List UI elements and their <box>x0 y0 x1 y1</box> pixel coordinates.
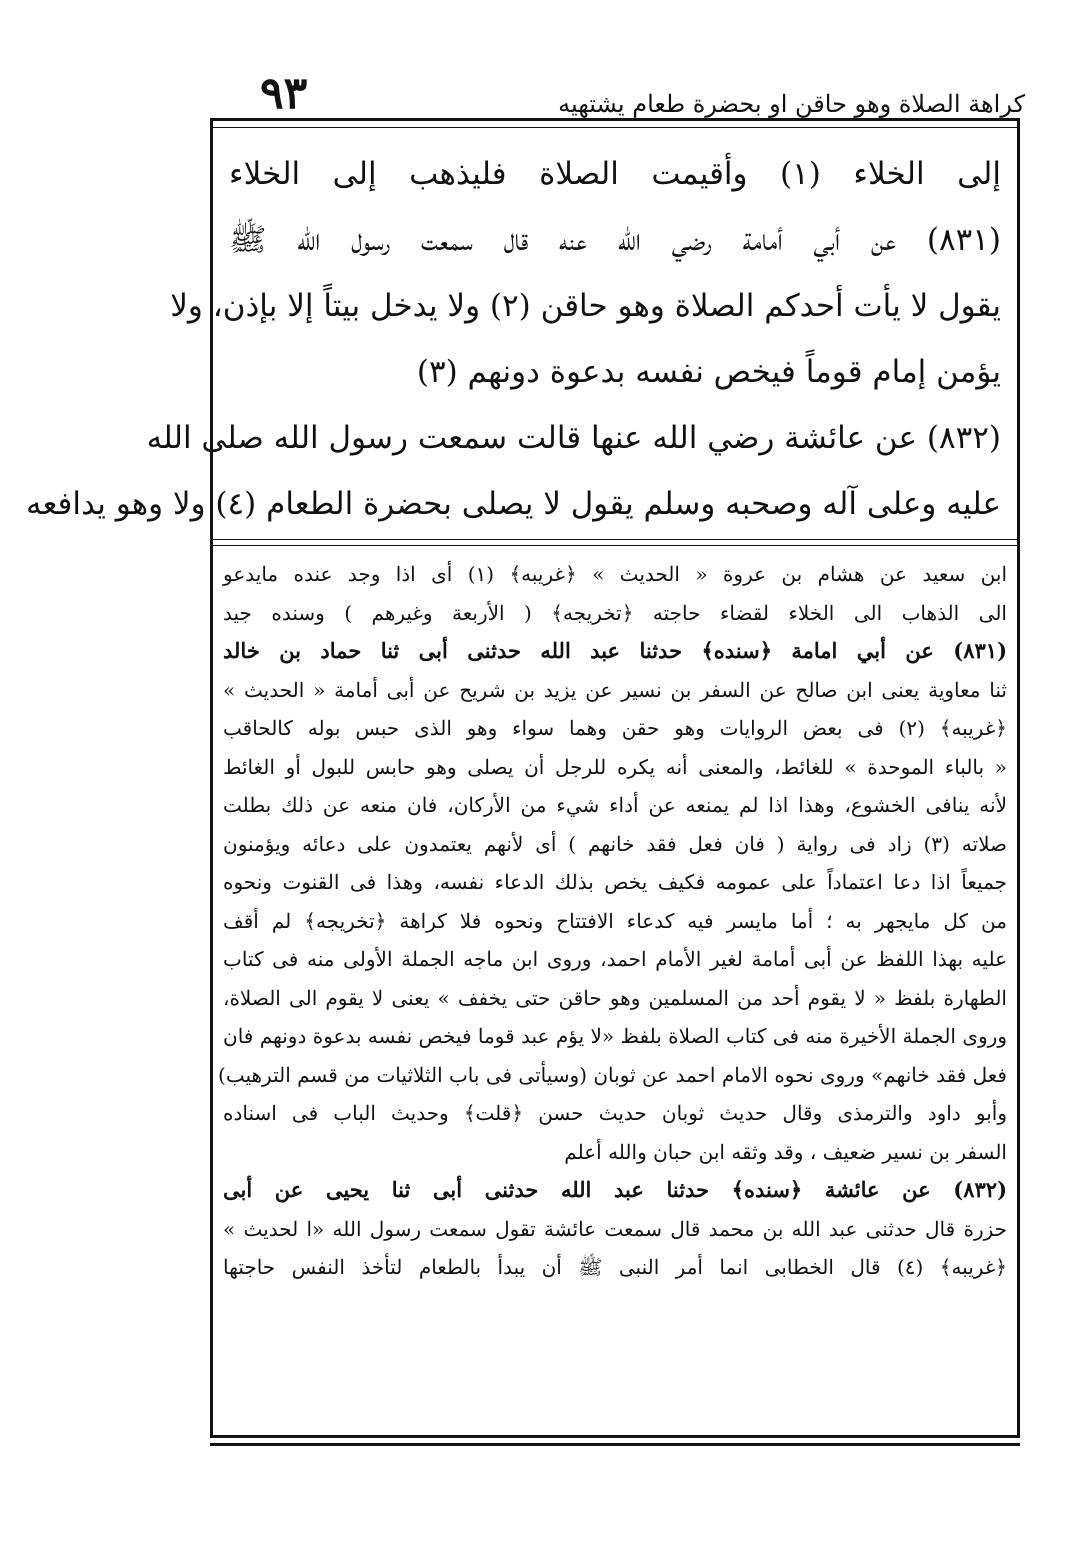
commentary <box>218 555 1008 1287</box>
commentary-line: الطهارة بلفظ « لا يقوم أحد من المسلمين وهو حاقن حتى يخفف » يعنى لا يقوم الى الصلاة، <box>223 985 1007 1010</box>
commentary-line: ثنا معاوية يعنى ابن صالح عن السفر بن نسير عن يزيد بن شريح عن أبى أمامة « الحديث » <box>223 677 1007 702</box>
hadith-line: (٨٣١) عن أبي أمامة رضي الله عنه قال سمعت رسول الله ﷺ <box>229 222 1001 258</box>
commentary-line: وأبو داود والترمذى وقال حديث ثوبان حديث حسن ﴿قلت﴾ وحديث الباب فى اسناده <box>223 1101 1007 1125</box>
commentary-line: السفر بن نسير ضعيف ، وقد وثقه ابن حبان والله أعلم <box>564 1139 1007 1164</box>
commentary-line: الى الذهاب الى الخلاء لقضاء حاجته ﴿تخريجه﴾ ( الأربعة وغيرهم ) وسنده جيد <box>223 600 1007 625</box>
commentary-line: فعل فقد خانهم» وروى نحوه الامام احمد عن ثوبان (وسيأتى فى باب الثلاثيات من قسم الترهيب) <box>218 1062 1007 1087</box>
commentary-line: ﴿غريبه﴾ (٤) قال الخطابى انما أمر النبى ﷺ أن يبدأ بالطعام لتأخذ النفس حاجتها <box>223 1255 1007 1279</box>
page-frame <box>25 118 1020 1438</box>
commentary-line: جميعاً اذا دعا اعتماداً على عمومه فكيف يخص بذلك الدعاء نفسه، وهذا فى القنوت ونحوه <box>223 870 1007 894</box>
commentary-line: صلاته (٣) زاد فى رواية ( فان فعل فقد خانهم ) أى لأنهم يعتمدون على دعائه ويؤمنون <box>223 831 1007 856</box>
commentary-line: عليه بهذا اللفظ عن أبى أمامة لغير الأمام احمد، وروى ابن ماجه الجملة الأولى منه فى كتاب <box>223 947 1007 971</box>
commentary-line: حزرة قال حدثنى عبد الله بن محمد قال سمعت عائشة تقول سمعت رسول الله «ا لحديث » <box>223 1216 1007 1241</box>
hadith-line: يؤمن إمام قوماً فيخص نفسه بدعوة دونهم (٣) <box>416 354 1001 390</box>
section-divider <box>213 545 1017 546</box>
hadith-line: إلى الخلاء (١) وأقيمت الصلاة فليذهب إلى الخلاء <box>229 156 1001 192</box>
section-divider <box>213 539 1017 540</box>
commentary-line: (٨٣٢) عن عائشة ﴿سنده﴾ حدثنا عبد الله حدثنى أبى ثنا يحيى عن أبى <box>223 1177 1007 1202</box>
commentary-line: وروى الجملة الأخيرة منه فى كتاب الصلاة بلفظ «لا يؤم عبد قوما فيخص نفسه بدعوة دونهم فان <box>223 1024 1007 1048</box>
commentary-line: (٨٣١) عن أبي امامة ﴿سنده﴾ حدثنا عبد الله حدثنى أبى ثنا حماد بن خالد <box>223 638 1007 663</box>
commentary-line: من كل مايجهر به ؛ أما مايسر فيه كدعاء الافتتاح ونحوه فلا كراهة ﴿تخريجه﴾ لم أقف <box>223 908 1007 933</box>
page-number: ٩٣ <box>260 68 308 119</box>
commentary-line: ابن سعيد عن هشام بن عروة « الحديث » ﴿غريبه﴾ (١) أى اذا وجد عنده مايدعو <box>223 562 1008 586</box>
commentary-line: ﴿غريبه﴾ (٢) فى بعض الروايات وهو حقن وهما سواء وهو الذى حبس بوله كالحاقب <box>223 716 1008 740</box>
hadith-line: يقول لا يأت أحدكم الصلاة وهو حاقن (٢) ولا يدخل بيتاً إلا بإذن، ولا <box>170 288 1001 324</box>
hadith-line: عليه وعلى آله وصحبه وسلم يقول لا يصلى بحضرة الطعام (٤) ولا وهو يدافعه <box>25 486 1001 522</box>
hadith-line: (٨٣٢) عن عائشة رضي الله عنها قالت سمعت رسول الله صلى الله <box>146 420 1001 456</box>
frame-rule <box>213 127 1017 128</box>
hadith-text <box>25 141 1001 537</box>
commentary-line: لأنه ينافى الخشوع، وهذا اذا لم يمنعه عن أداء شيء من الأركان، فان منعه عن ذلك بطلت <box>223 793 1007 817</box>
running-title: كراهة الصلاة وهو حاقن او بحضرة طعام يشتهيه <box>558 90 1025 118</box>
commentary-line: « بالباء الموحدة » للغائط، والمعنى أنه يكره للرجل أن يصلى وهو حابس للبول أو الغائط <box>223 754 1007 779</box>
